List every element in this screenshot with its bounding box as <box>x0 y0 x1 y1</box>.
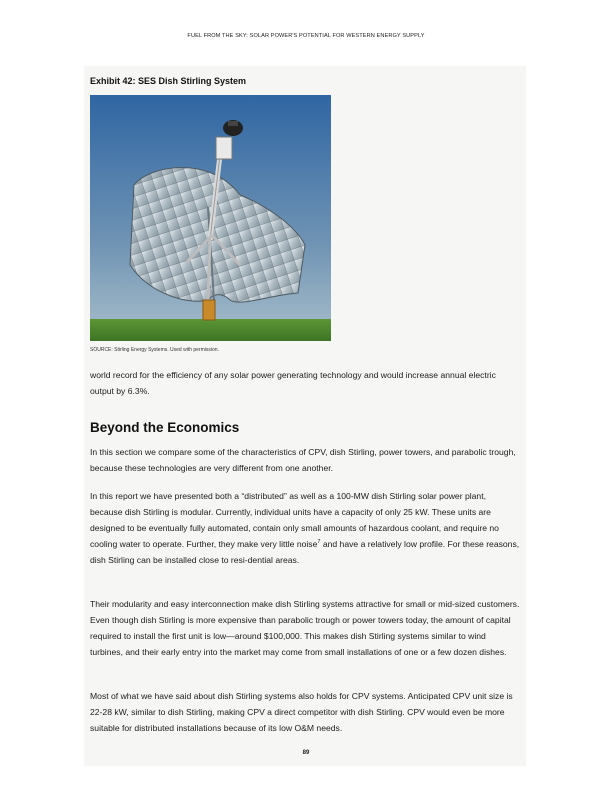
paragraph-distributed <box>90 488 520 568</box>
paragraph-distributed-text-end: and have a relatively low profile. For these reasons, dish Stirling can be installed close to resi-dential areas. <box>90 539 520 565</box>
running-head: FUEL FROM THE SKY: SOLAR POWER'S POTENTIAL FOR WESTERN ENERGY SUPPLY <box>187 33 425 39</box>
image-source-note: SOURCE: Stirling Energy Systems. Used with permission. <box>90 347 219 353</box>
paragraph-cpv: Most of what we have said about dish Stirling systems also holds for CPV systems. Anticipated CPV unit size is 22-28 kW, similar to dish Stirling, making CPV a direct competitor with dish Stirling. CPV would even be more suitable for distributed installations because of its low O&M needs. <box>90 691 513 733</box>
pedestal <box>203 300 215 320</box>
paragraph-intro: In this section we compare some of the characteristics of CPV, dish Stirling, power towers, and parabolic trough, because these technologies are very different from one another. <box>90 447 516 473</box>
dish-stirling-illustration <box>90 95 331 341</box>
paragraph-modularity: Their modularity and easy interconnection make dish Stirling systems attractive for small or mid-sized customers. Even though dish Stirling is more expensive than parabolic trough or power towers today, the amount of capital required to install the first unit is low—around $100,000. This makes dish Stirling systems similar to wind turbines, and their early entry into the market may come from small installations of one or a few dozen dishes. <box>90 599 520 657</box>
footnote-ref[interactable]: 7 <box>317 539 321 546</box>
stirling-engine-box <box>216 137 232 159</box>
paragraph-distributed-text: In this report we have presented both a “distributed” as well as a 100-MW dish Stirling solar power plant, because dish Stirling is modular. Currently, individual units have a capacity of only 25 kW. These units are designed to be eventually fully automated, contain only small amounts of hazardous coolant, and require no cooling water to operate. Further, they make very little noise <box>90 491 499 549</box>
dish-stirling-photo <box>90 95 331 341</box>
paragraph-continued: world record for the efficiency of any solar power generating technology and would increase annual electric output by 6.3%. <box>90 370 496 396</box>
page-number: 89 <box>302 750 310 756</box>
grass-ground <box>90 319 331 341</box>
section-heading: Beyond the Economics <box>90 420 240 435</box>
exhibit-title: Exhibit 42: SES Dish Stirling System <box>90 76 247 86</box>
